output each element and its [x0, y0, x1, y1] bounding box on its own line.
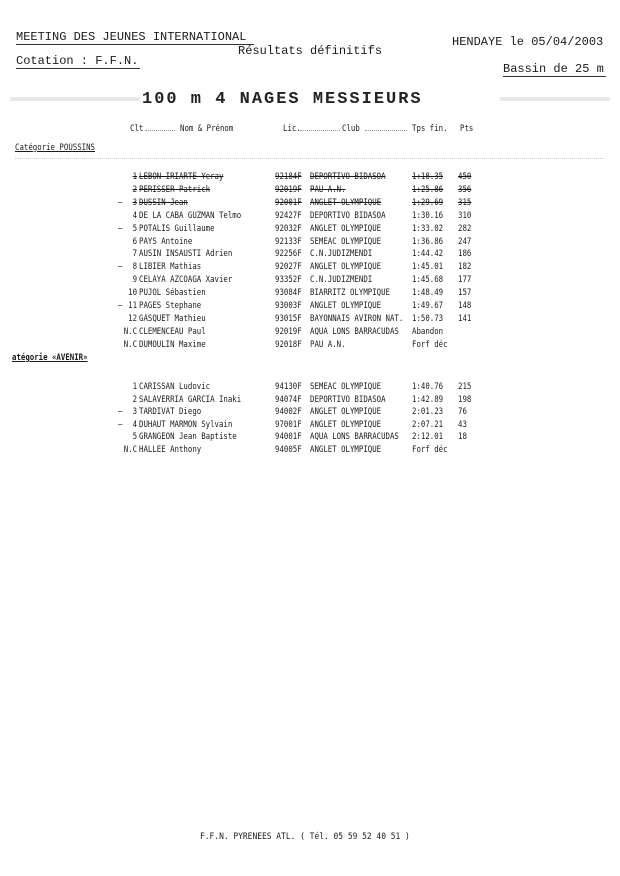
- cell-lic: 93015F: [275, 313, 302, 324]
- cell-lic: 92027F: [275, 262, 302, 273]
- cell-pts: 450: [458, 172, 472, 182]
- cell-name: PUJOL Sébastien: [139, 288, 206, 299]
- cell-time: 1:36.86: [412, 236, 444, 247]
- cell-lic: 94074F: [275, 394, 302, 405]
- cell-clt: 4: [132, 419, 138, 430]
- cell-pts: 310: [458, 210, 472, 221]
- header-dots: [365, 130, 407, 131]
- cell-name: GASQUET Mathieu: [139, 313, 206, 324]
- cell-club: ANGLET OLYMPIQUE: [310, 407, 382, 418]
- cell-pts: 76: [458, 407, 467, 418]
- cell-lic: 92032F: [275, 223, 302, 234]
- cell-time: 2:01.23: [412, 407, 444, 418]
- cell-time: 1:48.49: [412, 288, 444, 299]
- cell-time: 1:18.35: [412, 172, 444, 182]
- cell-club: C.N.JUDIZMENDI: [310, 275, 373, 286]
- cell-name: AUSIN INSAUSTI Adrien: [139, 249, 233, 260]
- cell-lic: 92133F: [275, 236, 302, 247]
- cell-name: HALLEE Anthony: [139, 445, 202, 455]
- category-separator: [15, 158, 605, 159]
- cell-clt: 11: [128, 301, 138, 311]
- cell-lic: 92184F: [275, 172, 302, 182]
- cell-club: ANGLET OLYMPIQUE: [310, 262, 382, 273]
- cell-name: DUSSIN Jean: [139, 197, 188, 208]
- cell-club: ANGLET OLYMPIQUE: [310, 301, 382, 311]
- cell-clt: 5: [132, 432, 138, 443]
- cell-pts: 186: [458, 249, 472, 260]
- cell-lic: 92018F: [275, 339, 302, 350]
- cell-lic: 94130F: [275, 382, 302, 392]
- cell-lic: 97001F: [275, 419, 302, 430]
- cell-name: GRANGEON Jean Baptiste: [139, 432, 237, 443]
- cell-name: PERISSER Patrick: [139, 184, 211, 195]
- results-title: Résultats définitifs: [238, 44, 383, 58]
- handwritten-mark: —: [118, 301, 123, 311]
- cell-lic: 93003F: [275, 301, 302, 311]
- cell-lic: 94001F: [275, 432, 302, 443]
- cell-club: SEMEAC OLYMPIQUE: [310, 382, 382, 392]
- cell-pts: 18: [458, 432, 467, 443]
- cell-pts: 157: [458, 288, 472, 299]
- cell-pts: 182: [458, 262, 472, 273]
- cell-club: DEPORTIVO BIDASOA: [310, 210, 386, 221]
- cell-club: BIARRITZ OLYMPIQUE: [310, 288, 390, 299]
- header-dots: [300, 130, 340, 131]
- cell-time: 2:12.01: [412, 432, 444, 443]
- category-avenir-label: atégorie «AVENIR»: [12, 353, 88, 363]
- handwritten-mark: —: [118, 407, 123, 418]
- header-dots: [145, 130, 175, 131]
- cell-clt: 1: [132, 382, 138, 392]
- cell-time: 1:33.02: [412, 223, 444, 234]
- cell-time: 1:40.76: [412, 382, 444, 392]
- cell-club: AQUA LONS BARRACUDAS: [310, 326, 399, 337]
- col-clt: Clt: [130, 124, 144, 134]
- scan-noise: [500, 97, 610, 101]
- cell-name: CARISSAN Ludovic: [139, 382, 211, 392]
- col-pts: Pts: [460, 124, 474, 134]
- cell-club: PAU A.N.: [310, 184, 346, 195]
- cell-lic: 92427F: [275, 210, 302, 221]
- cell-name: DE LA CABA GUZMAN Telmo: [139, 210, 242, 221]
- cotation: Cotation : F.F.N.: [16, 54, 139, 68]
- cell-lic: 92256F: [275, 249, 302, 260]
- cell-club: BAYONNAIS AVIRON NAT.: [310, 313, 404, 324]
- cell-pts: 315: [458, 197, 472, 208]
- col-time: Tps fin.: [412, 124, 448, 134]
- cell-club: PAU A.N.: [310, 339, 346, 350]
- cell-time: 1:30.16: [412, 210, 444, 221]
- cell-time: 1:45.68: [412, 275, 444, 286]
- cell-lic: 93352F: [275, 275, 302, 286]
- handwritten-mark: —: [118, 197, 123, 208]
- cell-name: SALAVERRIA GARCIA Inaki: [139, 394, 242, 405]
- col-club: Club: [342, 124, 360, 134]
- cell-clt: 7: [132, 249, 138, 260]
- cell-name: CELAYA AZCOAGA Xavier: [139, 275, 233, 286]
- cell-time: Forf déc: [412, 445, 448, 455]
- handwritten-mark: —: [118, 419, 123, 430]
- cell-pts: 177: [458, 275, 472, 286]
- col-lic: Lic.: [283, 124, 301, 134]
- cell-clt: 2: [132, 394, 138, 405]
- cell-clt: 10: [128, 288, 138, 299]
- cell-pts: 198: [458, 394, 472, 405]
- cell-pts: 282: [458, 223, 472, 234]
- cell-club: ANGLET OLYMPIQUE: [310, 223, 382, 234]
- cell-lic: 92019F: [275, 326, 302, 337]
- cell-clt: 4: [132, 210, 138, 221]
- cell-lic: 92001F: [275, 197, 302, 208]
- category-poussins-label: Catégorie POUSSINS: [15, 143, 95, 153]
- cell-lic: 93084F: [275, 288, 302, 299]
- cell-pts: 43: [458, 419, 467, 430]
- cell-pts: 247: [458, 236, 472, 247]
- location-date: HENDAYE le 05/04/2003: [452, 35, 604, 49]
- cell-pts: 356: [458, 184, 472, 195]
- pool-underline: [503, 76, 606, 77]
- cell-name: TARDIVAT Diego: [139, 407, 202, 418]
- cell-clt: 6: [132, 236, 138, 247]
- handwritten-mark: —: [118, 262, 123, 273]
- pool-length: Bassin de 25 m: [503, 62, 604, 76]
- cell-clt: 1: [132, 172, 138, 182]
- cell-name: DUHAUT MARMON Sylvain: [139, 419, 233, 430]
- cell-pts: 148: [458, 301, 472, 311]
- cell-clt: N.C: [123, 339, 138, 350]
- cell-clt: 12: [128, 313, 138, 324]
- cell-pts: 141: [458, 313, 472, 324]
- cell-lic: 94005F: [275, 445, 302, 455]
- cell-clt: N.C: [123, 326, 138, 337]
- cell-time: 1:25.86: [412, 184, 444, 195]
- handwritten-mark: —: [118, 223, 123, 234]
- cell-club: SEMEAC OLYMPIQUE: [310, 236, 382, 247]
- cell-name: PAYS Antoine: [139, 236, 193, 247]
- cell-club: ANGLET OLYMPIQUE: [310, 197, 382, 208]
- cell-clt: 9: [132, 275, 138, 286]
- cell-time: 2:07.21: [412, 419, 444, 430]
- cell-name: PAGES Stephane: [139, 301, 202, 311]
- cell-time: Forf déc: [412, 339, 448, 350]
- cell-club: AQUA LONS BARRACUDAS: [310, 432, 399, 443]
- cell-time: 1:49.67: [412, 301, 444, 311]
- cell-lic: 94002F: [275, 407, 302, 418]
- cell-time: 1:44.42: [412, 249, 444, 260]
- meeting-title: MEETING DES JEUNES INTERNATIONAL: [16, 30, 247, 44]
- cell-time: Abandon: [412, 326, 444, 337]
- scan-noise: [10, 97, 140, 101]
- cell-time: 1:42.89: [412, 394, 444, 405]
- cell-time: 1:50.73: [412, 313, 444, 324]
- cell-clt: 3: [132, 197, 138, 208]
- cell-club: DEPORTIVO BIDASOA: [310, 394, 386, 405]
- cell-club: DEPORTIVO BIDASOA: [310, 172, 386, 182]
- cell-club: C.N.JUDIZMENDI: [310, 249, 373, 260]
- col-name: Nom & Prénom: [180, 124, 234, 134]
- cotation-underline: [16, 68, 140, 69]
- footer-contact: F.F.N. PYRENEES ATL. ( Tél. 05 59 52 40 51 ): [200, 832, 410, 842]
- cell-clt: 5: [132, 223, 138, 234]
- cell-clt: N.C: [123, 445, 138, 455]
- cell-time: 1:29.69: [412, 197, 444, 208]
- cell-name: DUMOULIN Maxime: [139, 339, 206, 350]
- cell-clt: 3: [132, 407, 138, 418]
- cell-name: CLEMENCEAU Paul: [139, 326, 206, 337]
- cell-name: LIBIER Mathias: [139, 262, 202, 273]
- cell-time: 1:45.01: [412, 262, 444, 273]
- cell-name: POTALIS Guillaume: [139, 223, 215, 234]
- cell-name: LEBON IRIARTE Yeray: [139, 172, 224, 182]
- cell-clt: 8: [132, 262, 138, 273]
- cell-club: ANGLET OLYMPIQUE: [310, 445, 382, 455]
- cell-club: ANGLET OLYMPIQUE: [310, 419, 382, 430]
- event-title: 100 m 4 NAGES MESSIEURS: [142, 90, 423, 109]
- cell-pts: 215: [458, 382, 472, 392]
- meeting-title-underline: [16, 44, 254, 45]
- cell-lic: 92019F: [275, 184, 302, 195]
- cell-clt: 2: [132, 184, 138, 195]
